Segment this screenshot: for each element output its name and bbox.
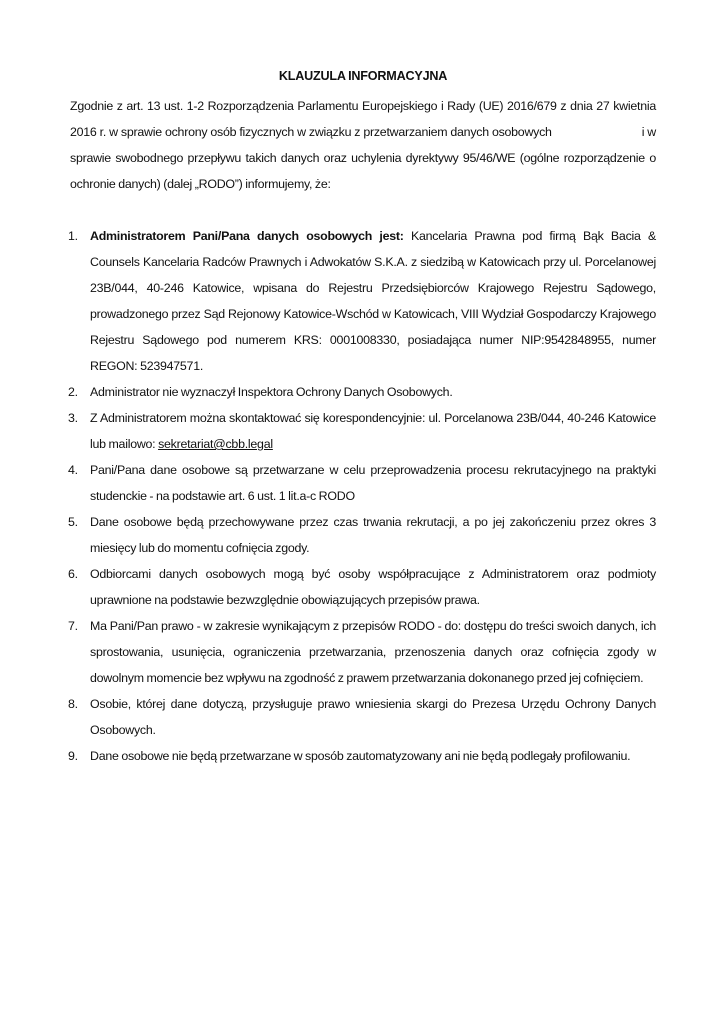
list-item [70, 691, 656, 743]
item-text: Ma Pani/Pan prawo - w zakresie wynikającym z przepisów RODO - do: dostępu do treści swoich danych, ich sprostowania, usunięcia, ograniczenia przetwarzania, przenoszenia danych oraz cofnięcia zgody w dowolnym momencie bez wpływu na zgodność z prawem przetwarzania dokonanego przed jej cofnięciem. [90, 619, 656, 685]
intro-text-part1: Zgodnie z art. 13 ust. 1-2 Rozporządzenia Parlamentu Europejskiego i Rady (UE) 2016/679 z dnia 27 kwietnia 2016 r. w sprawie ochrony osób fizycznych w związku z przetwarzaniem danych osobowych [70, 99, 656, 139]
item-number: 1. [68, 229, 78, 243]
item-number: 8. [68, 697, 78, 711]
clause-list [70, 223, 656, 769]
item-text: Dane osobowe nie będą przetwarzane w sposób zautomatyzowany ani nie będą podlegały profilowaniu. [90, 749, 631, 763]
item-bold-lead: Administratorem Pani/Pana danych osobowych jest: [90, 229, 404, 243]
item-text: Administrator nie wyznaczył Inspektora Ochrony Danych Osobowych. [90, 385, 453, 399]
intro-paragraph [70, 93, 656, 197]
item-text: Odbiorcami danych osobowych mogą być osoby współpracujące z Administratorem oraz podmioty uprawnione na podstawie bezwzględnie obowiązujących przepisów prawa. [90, 567, 656, 607]
list-item [70, 457, 656, 509]
item-number: 7. [68, 619, 78, 633]
item-text: Dane osobowe będą przechowywane przez czas trwania rekrutacji, a po jej zakończeniu przez okres 3 miesięcy lub do momentu cofnięcia zgody. [90, 515, 656, 555]
item-number: 9. [68, 749, 78, 763]
item-text: Osobie, której dane dotyczą, przysługuje prawo wniesienia skargi do Prezesa Urzędu Ochrony Danych Osobowych. [90, 697, 656, 737]
item-number: 2. [68, 385, 78, 399]
item-text: Z Administratorem można skontaktować się korespondencyjnie: ul. Porcelanowa 23B/044, 40-246 Katowice lub mailowo: [90, 411, 656, 451]
list-item [70, 743, 656, 769]
document-page [70, 66, 656, 769]
item-number: 3. [68, 411, 78, 425]
item-text: Kancelaria Prawna pod firmą Bąk Bacia & Counsels Kancelaria Radców Prawnych i Adwokatów S.K.A. z siedzibą w Katowicach przy ul. Porcelanowej 23B/044, 40-246 Katowice, wpisana do Rejestru Przedsiębiorców Krajowego Rejestru Sądowego, prowadzonego przez Sąd Rejonowy Katowice-Wschód w Katowicach, VIII Wydział Gospodarczy Krajowego Rejestru Sądowego pod numerem KRS: 0001008330, posiadająca numer NIP:9542848955, numer REGON: 523947571. [90, 229, 656, 373]
item-number: 6. [68, 567, 78, 581]
list-item [70, 405, 656, 457]
list-item [70, 509, 656, 561]
list-item [70, 223, 656, 379]
document-title: KLAUZULA INFORMACYJNA [278, 69, 448, 83]
item-text: Pani/Pana dane osobowe są przetwarzane w celu przeprowadzenia procesu rekrutacyjnego na praktyki studenckie - na podstawie art. 6 ust. 1 lit.a-c RODO [90, 463, 656, 503]
item-number: 5. [68, 515, 78, 529]
list-item [70, 379, 656, 405]
list-item [70, 561, 656, 613]
list-item [70, 613, 656, 691]
intro-text-part2: i w sprawie swobodnego przepływu takich danych oraz uchylenia dyrektywy 95/46/WE (ogólne rozporządzenie o ochronie danych) (dalej „RODO”) informujemy, że: [70, 125, 656, 191]
email-link[interactable]: sekretariat@cbb.legal [158, 437, 273, 451]
item-number: 4. [68, 463, 78, 477]
